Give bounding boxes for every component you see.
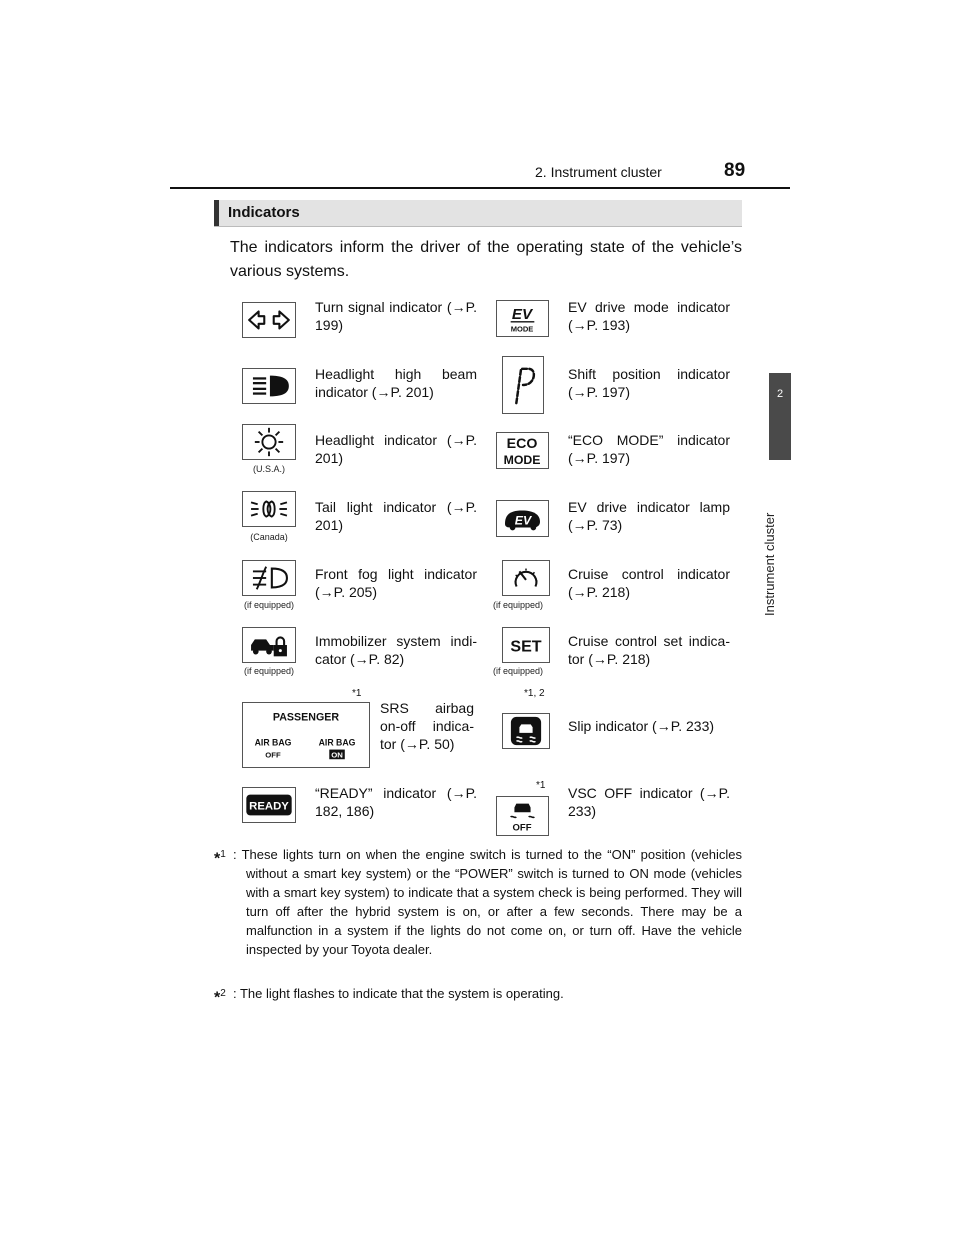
- header-rule: [170, 187, 790, 189]
- headlight-desc: Headlight indicator (→P. 201): [315, 432, 477, 466]
- tail-light-icon: [242, 491, 296, 527]
- srs-passenger-label: PASSENGER: [272, 711, 340, 724]
- cruise-set-desc: Cruise control set indica-tor (→P. 218): [568, 633, 730, 667]
- cruise-set-text: SET: [510, 637, 542, 656]
- eco-mode-top: ECO: [506, 436, 538, 453]
- srs-right-state: ON: [331, 750, 343, 760]
- tail-light-note: (Canada): [250, 532, 288, 542]
- cruise-control-icon: [502, 560, 550, 596]
- srs-left-state: OFF: [265, 750, 281, 760]
- srs-right-label: AIR BAG: [318, 737, 356, 748]
- turn-signal-icon: [242, 302, 296, 338]
- immobilizer-note: (if equipped): [243, 666, 295, 676]
- turn-signal-desc: Turn signal indicator (→P. 199): [315, 299, 477, 333]
- footnote-2-mark: *$^2$: [214, 988, 226, 1007]
- srs-left-label: AIR BAG: [254, 737, 292, 748]
- ev-mode-desc: EV drive mode indicator (→P. 193): [568, 299, 730, 333]
- srs-airbag-icon: [242, 702, 370, 768]
- eco-mode-desc: “ECO MODE” indicator (→P. 197): [568, 432, 730, 466]
- shift-position-desc: Shift position indicator (→P. 197): [568, 366, 730, 400]
- vsc-off-desc: VSC OFF indicator (→P. 233): [568, 785, 730, 819]
- slip-footnote-ref: 1, 2: [527, 688, 545, 699]
- section-heading: [214, 200, 742, 226]
- eco-mode-bottom: MODE: [503, 453, 541, 468]
- slip-footnote-mark: *1, 2: [524, 688, 545, 699]
- page-number: 89: [724, 160, 746, 181]
- footnote-2: [214, 984, 742, 1007]
- immobilizer-desc: Immobilizer system indi-cator (→P. 82): [315, 633, 477, 667]
- cruise-set-icon: [502, 627, 550, 663]
- heading-accent: [214, 200, 219, 226]
- footnote-1: [214, 845, 742, 959]
- footnote-2-text: : The light flashes to indicate that the system is operating.: [233, 986, 564, 1001]
- footnote-1-mark: *$^1$: [214, 849, 226, 868]
- headlight-note: (U.S.A.): [252, 464, 285, 474]
- slip-icon: [502, 713, 550, 749]
- ev-lamp-text: EV: [514, 513, 532, 528]
- eco-mode-icon: [496, 432, 549, 469]
- ready-icon: [242, 787, 296, 823]
- ev-lamp-icon: [496, 500, 549, 537]
- ev-mode-top: EV: [511, 305, 533, 323]
- slip-desc: Slip indicator (→P. 233): [568, 718, 715, 734]
- section-title: 2. Instrument cluster: [535, 164, 662, 180]
- srs-airbag-desc: SRS airbag on-off indica-tor (→P. 50): [380, 700, 474, 752]
- footnote-1-text: : These lights turn on when the engine switch is turned to the “ON” position (vehicles without a smart key system) or the “POWER” switch is turned to ON mode (vehicles with a smart key system) to indicate that a system check is being performed. They will turn off after the hybrid system is on, or after a few seconds. There may be a malfunction in a system if the lights do not come on, or turn off. Have the vehicle inspected by your Toyota dealer.: [233, 847, 742, 957]
- shift-position-icon: [502, 356, 544, 414]
- tail-light-desc: Tail light indicator (→P. 201): [315, 499, 477, 533]
- chapter-tab: [769, 373, 791, 460]
- heading-text: Indicators: [228, 204, 300, 221]
- chapter-label: Instrument cluster: [762, 512, 777, 616]
- front-fog-desc: Front fog light indicator (→P. 205): [315, 566, 477, 600]
- cruise-control-desc: Cruise control indicator (→P. 218): [568, 566, 730, 600]
- ready-text: READY: [249, 800, 289, 813]
- heading-underline: [214, 226, 742, 227]
- ev-mode-icon: [496, 300, 549, 337]
- cruise-control-note: (if equipped): [492, 600, 544, 610]
- ev-lamp-desc: EV drive indicator lamp (→P. 73): [568, 499, 730, 533]
- front-fog-icon: [242, 560, 296, 596]
- immobilizer-icon: [242, 627, 296, 663]
- ev-mode-bottom: MODE: [510, 324, 534, 334]
- cruise-set-note: (if equipped): [492, 666, 544, 676]
- headlight-icon: [242, 424, 296, 460]
- chapter-number: 2: [776, 388, 784, 400]
- vsc-off-icon: [496, 796, 549, 836]
- high-beam-desc: Headlight high beam indicator (→P. 201): [315, 366, 477, 400]
- front-fog-note: (if equipped): [243, 600, 295, 610]
- srs-footnote-ref: 1: [355, 688, 362, 699]
- ready-desc: “READY” indicator (→P. 182, 186): [315, 785, 477, 819]
- srs-footnote-mark: *1: [352, 688, 362, 699]
- vsc-footnote-ref: 1: [539, 780, 546, 791]
- vsc-off-text: OFF: [512, 822, 532, 834]
- high-beam-icon: [242, 368, 296, 404]
- vsc-footnote-mark: *1: [536, 780, 546, 791]
- intro-paragraph: The indicators inform the driver of the operating state of the vehicle’s various systems.: [230, 239, 742, 280]
